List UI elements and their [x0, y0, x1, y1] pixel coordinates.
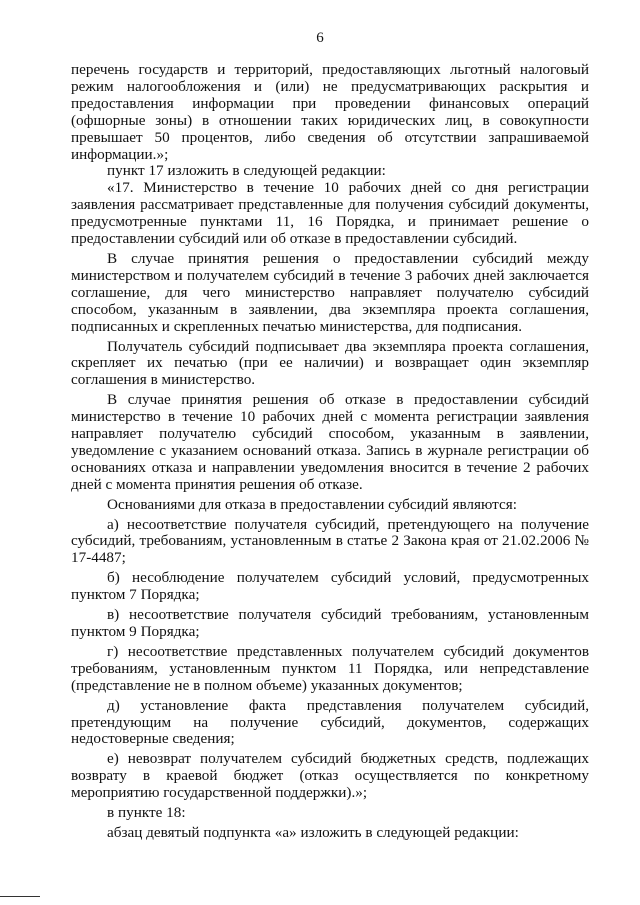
- page-number: 6: [316, 30, 324, 46]
- list-item-b: б) несоблюдение получателем субсидий условий, предусмотренных пунктом 7 Порядка;: [71, 569, 589, 604]
- list-item-v: в) несоответствие получателя субсидий требованиям, установленным пунктом 9 Порядка;: [71, 606, 589, 640]
- paragraph-offshore-list: перечень государств и территорий, предоставляющих льготный налоговый режим налогообложения и (или) не предусматривающих раскрытия и предоставления информации при проведении финансовых операций (офшорные зоны) в отношении таких юридических лиц, в совокупности превышает 50 процентов, либо сведения об отсутствии запрашиваемой информации.»;: [71, 61, 589, 163]
- list-item-e: е) невозврат получателем субсидий бюджетных средств, подлежащих возврату в краевой бюджет (отказ осуществляется по конкретному мероприятию государственной поддержки).»;: [71, 750, 589, 802]
- paragraph-agreement-signing: Получатель субсидий подписывает два экземпляра проекта соглашения, скрепляет их печатью (при ее наличии) и возвращает один экземпляр соглашения в министерство.: [71, 337, 589, 389]
- document-body: [71, 62, 589, 842]
- paragraph-point-17-intro: пункт 17 изложить в следующей редакции:: [107, 162, 386, 180]
- paragraph-point-18: в пункте 18:: [107, 804, 186, 822]
- paragraph-point-17: «17. Министерство в течение 10 рабочих дней со дня регистрации заявления рассматривает представленные для получения субсидий документы, предусмотренные пунктами 11, 16 Порядка, и принимает решение о предоставлении субсидий или об отказе в предоставлении субсидий.: [71, 179, 589, 248]
- paragraph-agreement-decision: В случае принятия решения о предоставлении субсидий между министерством и получателем субсидий в течение 3 рабочих дней заключается соглашение, для чего министерство направляет получателю субсидий способом, указанным в заявлении, два экземпляра проекта соглашения, подписанных и скрепленных печатью министерства, для подписания.: [71, 249, 589, 335]
- paragraph-subpoint-a: абзац девятый подпункта «а» изложить в следующей редакции:: [107, 823, 519, 841]
- page-edge-line: [0, 896, 40, 897]
- paragraph-refusal-decision: В случае принятия решения об отказе в предоставлении субсидий министерство в течение 10 рабочих дней с момента регистрации заявления направляет получателю субсидий способом, указанным в заявлении, уведомление с указанием оснований отказа. Запись в журнале регистрации об основаниях отказа и направлении уведомления вносится в течение 2 рабочих дней с момента принятия решения об отказе.: [71, 391, 589, 493]
- list-item-d: д) установление факта представления получателем субсидий, претендующим на получение субсидий, документов, содержащих недостоверные сведения;: [71, 696, 589, 748]
- paragraph-refusal-grounds-intro: Основаниями для отказа в предоставлении субсидий являются:: [107, 495, 517, 513]
- list-item-a: а) несоответствие получателя субсидий, претендующего на получение субсидий, требованиям, установленным в статье 2 Закона края от 21.02.2006 № 17-4487;: [71, 515, 589, 567]
- list-item-g: г) несоответствие представленных получателем субсидий документов требованиям, установленным пунктом 11 Порядка, или непредставление (представление не в полном объеме) указанных документов;: [71, 642, 589, 694]
